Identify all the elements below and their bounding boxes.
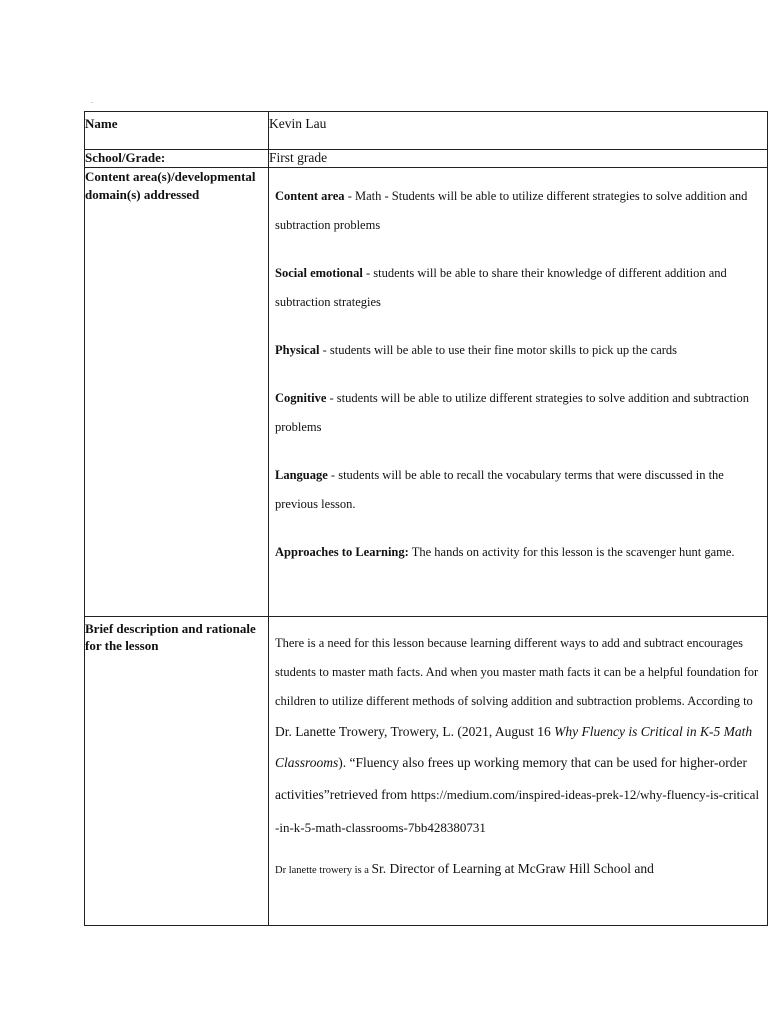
name-value: Kevin Lau	[269, 112, 768, 150]
bio-small-text: Dr lanette trowery is a	[275, 865, 372, 876]
domain-name: Physical	[275, 343, 320, 357]
table-row-name	[85, 112, 768, 150]
citation-title: Why Fluency is Critical in K-5 Math Classrooms	[275, 724, 753, 770]
domain-name: Cognitive	[275, 391, 327, 405]
domain-name: Approaches to Learning:	[275, 545, 409, 559]
stray-mark: .	[91, 96, 93, 105]
school-grade-value: First grade	[269, 150, 768, 168]
domain-physical	[275, 336, 761, 365]
author-bio	[275, 858, 761, 882]
domain-text: The hands on activity for this lesson is the scavenger hunt game.	[408, 545, 735, 559]
domain-text: - Math - Students will be able to utilize different strategies to solve addition and subtraction problems	[275, 189, 748, 232]
bio-large-text: Sr. Director of Learning at McGraw Hill School and	[371, 861, 654, 876]
table-row-content-areas	[85, 168, 768, 617]
domain-text: - students will be able to utilize different strategies to solve addition and subtraction problems	[275, 391, 749, 434]
table-row-school	[85, 150, 768, 168]
domain-name: Social emotional	[275, 266, 363, 280]
content-areas-cell	[269, 168, 768, 617]
domain-name: Language	[275, 468, 328, 482]
content-areas-label: Content area(s)/developmental domain(s) addressed	[85, 168, 269, 617]
lesson-plan-table	[84, 111, 768, 926]
domain-text: - students will be able to use their fine motor skills to pick up the cards	[319, 343, 678, 357]
brief-description-label: Brief description and rationale for the lesson	[85, 617, 269, 926]
name-label: Name	[85, 112, 269, 150]
table-row-brief-description	[85, 617, 768, 926]
domain-approaches-to-learning	[275, 538, 761, 567]
domain-cognitive	[275, 384, 761, 442]
rationale-text: There is a need for this lesson because learning different ways to add and subtract encourages students to master math facts. And when you master math facts it can be a helpful foundation for children to utilize different methods of solving addition and subtraction problems. According to	[275, 636, 759, 708]
citation-quote: ). “Fluency also frees up working memory that can be used for higher-order activities”retrieved from	[275, 755, 747, 802]
domain-name: Content area	[275, 189, 345, 203]
school-grade-label: School/Grade:	[85, 150, 269, 168]
brief-description-cell	[269, 617, 768, 926]
citation-url: https://medium.com/inspired-ideas-prek-12/why-fluency-is-critical-in-k-5-math-classrooms-7bb428380731	[275, 787, 760, 835]
domain-social-emotional	[275, 259, 761, 317]
domain-text: - students will be able to share their knowledge of different addition and subtraction strategies	[275, 266, 727, 309]
citation-author: Dr. Lanette Trowery, Trowery, L. (2021, August 16	[275, 724, 555, 739]
domain-content-area	[275, 182, 761, 240]
domain-language	[275, 461, 761, 519]
rationale-paragraph	[275, 629, 761, 844]
domain-text: - students will be able to recall the vocabulary terms that were discussed in the previous lesson.	[275, 468, 724, 511]
